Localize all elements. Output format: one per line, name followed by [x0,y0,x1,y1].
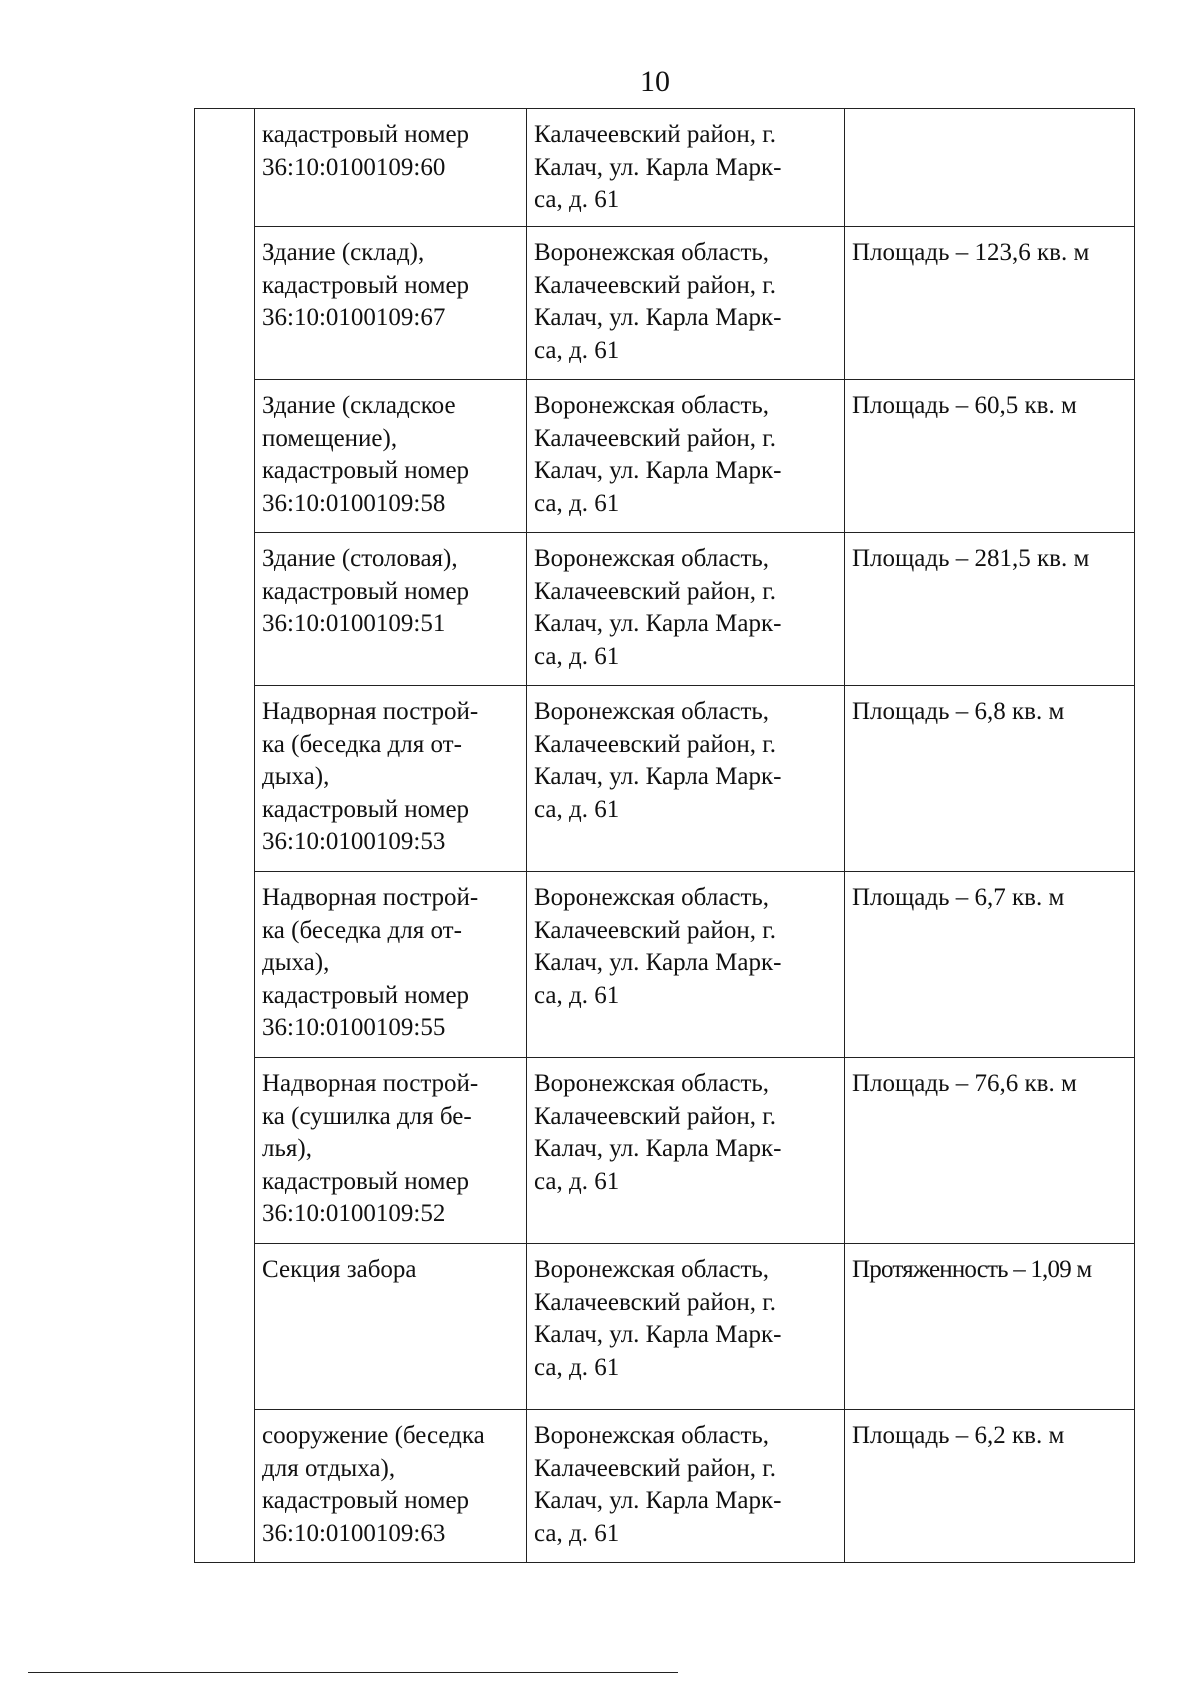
row-number-cell [195,686,255,872]
row-number-cell [195,872,255,1058]
object-name-line: 36:10:0100109:63 [262,1519,446,1547]
object-name-cell [255,533,527,686]
table-row [195,227,1135,380]
object-name-cell [255,1058,527,1244]
row-number-cell [195,1410,255,1563]
address-cell [527,1058,845,1244]
address-line: Калач, ул. Карла Марк- [534,610,782,637]
page-number: 10 [640,65,670,98]
address-cell [527,1410,845,1563]
object-name-cell [255,872,527,1058]
address-cell [527,109,845,227]
measurement-value: Площадь – 281,5 кв. м [852,545,1090,572]
measurement-value: Протяженность – 1,09 м [852,1256,1092,1283]
address-line: Воронежская область, [534,545,770,572]
object-name-line: дыха), [262,763,330,790]
table-row [195,109,1135,227]
object-name-line: ка (сушилка для бе- [262,1102,472,1130]
address-line: Воронежская область, [534,884,770,911]
table-row [195,380,1135,533]
object-name-cell [255,109,527,227]
address-line: Воронежская область, [534,392,770,419]
object-name-line: Надворная построй- [262,1070,479,1097]
row-number-cell [195,1058,255,1244]
address-line: Калачеевский район, г. [534,424,776,452]
object-name-line: кадастровый номер [262,981,470,1009]
address-cell [527,533,845,686]
address-line: Калачеевский район, г. [534,121,776,148]
object-name-line: 36:10:0100109:58 [262,489,446,517]
address-line: Калач, ул. Карла Марк- [534,1135,782,1162]
object-name-line: Здание (столовая), [262,545,458,572]
measurement-value: Площадь – 60,5 кв. м [852,392,1077,419]
address-line: Воронежская область, [534,1070,770,1097]
address-cell [527,227,845,380]
table-row [195,1058,1135,1244]
measurement-value: Площадь – 6,2 кв. м [852,1422,1065,1449]
address-line: са, д. 61 [534,1167,620,1195]
object-name-line: Здание (складское [262,392,456,419]
address-line: са, д. 61 [534,642,620,670]
row-number-cell [195,1244,255,1410]
object-name-line: 36:10:0100109:51 [262,610,446,637]
property-table [194,108,1135,1563]
address-cell [527,380,845,533]
object-name-line: 36:10:0100109:53 [262,828,446,855]
address-line: Воронежская область, [534,698,770,725]
address-line: Воронежская область, [534,1422,770,1449]
row-number-cell [195,109,255,227]
measurement-cell [845,533,1135,686]
object-name-line: ка (беседка для от- [262,916,462,944]
measurement-value: Площадь – 123,6 кв. м [852,239,1090,266]
object-name-line: ка (беседка для от- [262,730,462,758]
address-line: Калач, ул. Карла Марк- [534,304,782,331]
object-name-line: кадастровый номер [262,577,470,605]
object-name-line: кадастровый номер [262,1167,470,1195]
address-line: Воронежская область, [534,239,770,266]
footer-rule [28,1672,678,1673]
measurement-cell [845,872,1135,1058]
address-cell [527,686,845,872]
object-name-cell [255,1410,527,1563]
object-name-line: 36:10:0100109:52 [262,1200,446,1227]
address-line: Калач, ул. Карла Марк- [534,763,782,790]
object-name-line: Здание (склад), [262,239,425,266]
object-name-line: для отдыха), [262,1454,396,1482]
object-name-line: кадастровый номер [262,271,470,299]
address-line: са, д. 61 [534,981,620,1009]
address-line: Калачеевский район, г. [534,730,776,758]
property-table-body [195,109,1135,1563]
table-row [195,872,1135,1058]
object-name-line: Надворная построй- [262,884,479,911]
object-name-line: 36:10:0100109:55 [262,1014,446,1041]
address-line: Калачеевский район, г. [534,271,776,299]
object-name-line: лья), [262,1135,312,1162]
table-row [195,533,1135,686]
address-line: Калачеевский район, г. [534,1454,776,1482]
measurement-cell [845,109,1135,227]
object-name-line: дыха), [262,949,330,976]
object-name-line: кадастровый номер [262,121,470,148]
object-name-line: помещение), [262,424,398,452]
address-line: са, д. 61 [534,1353,620,1381]
address-line: Калач, ул. Карла Марк- [534,1321,782,1348]
row-number-cell [195,380,255,533]
address-cell [527,872,845,1058]
address-line: са, д. 61 [534,1519,620,1547]
object-name-line: кадастровый номер [262,457,470,484]
measurement-value: Площадь – 6,8 кв. м [852,698,1065,725]
address-line: Калач, ул. Карла Марк- [534,153,782,181]
measurement-value: Площадь – 6,7 кв. м [852,884,1065,911]
address-line: Калач, ул. Карла Марк- [534,949,782,976]
address-line: Воронежская область, [534,1256,770,1283]
object-name-line: сооружение (беседка [262,1422,485,1449]
address-line: Калачеевский район, г. [534,1102,776,1130]
object-name-line: 36:10:0100109:60 [262,153,446,181]
object-name-cell [255,380,527,533]
address-line: Калачеевский район, г. [534,916,776,944]
address-cell [527,1244,845,1410]
object-name-cell [255,227,527,380]
measurement-cell [845,686,1135,872]
row-number-cell [195,227,255,380]
object-name-cell [255,1244,527,1410]
measurement-cell [845,380,1135,533]
address-line: Калач, ул. Карла Марк- [534,1487,782,1514]
object-name-line: кадастровый номер [262,1487,470,1514]
address-line: са, д. 61 [534,795,620,823]
address-line: са, д. 61 [534,489,620,517]
table-row [195,1410,1135,1563]
address-line: са, д. 61 [534,336,620,364]
object-name-line: Надворная построй- [262,698,479,725]
measurement-cell [845,1410,1135,1563]
measurement-value: Площадь – 76,6 кв. м [852,1070,1077,1097]
address-line: Калач, ул. Карла Марк- [534,457,782,484]
object-name-cell [255,686,527,872]
address-line: са, д. 61 [534,186,620,213]
object-name-line: кадастровый номер [262,795,470,823]
address-line: Калачеевский район, г. [534,577,776,605]
object-name-line: 36:10:0100109:67 [262,304,446,331]
measurement-cell [845,1058,1135,1244]
address-line: Калачеевский район, г. [534,1288,776,1316]
measurement-cell [845,1244,1135,1410]
table-row [195,1244,1135,1410]
measurement-cell [845,227,1135,380]
row-number-cell [195,533,255,686]
table-row [195,686,1135,872]
object-name-line: Секция забора [262,1256,417,1283]
